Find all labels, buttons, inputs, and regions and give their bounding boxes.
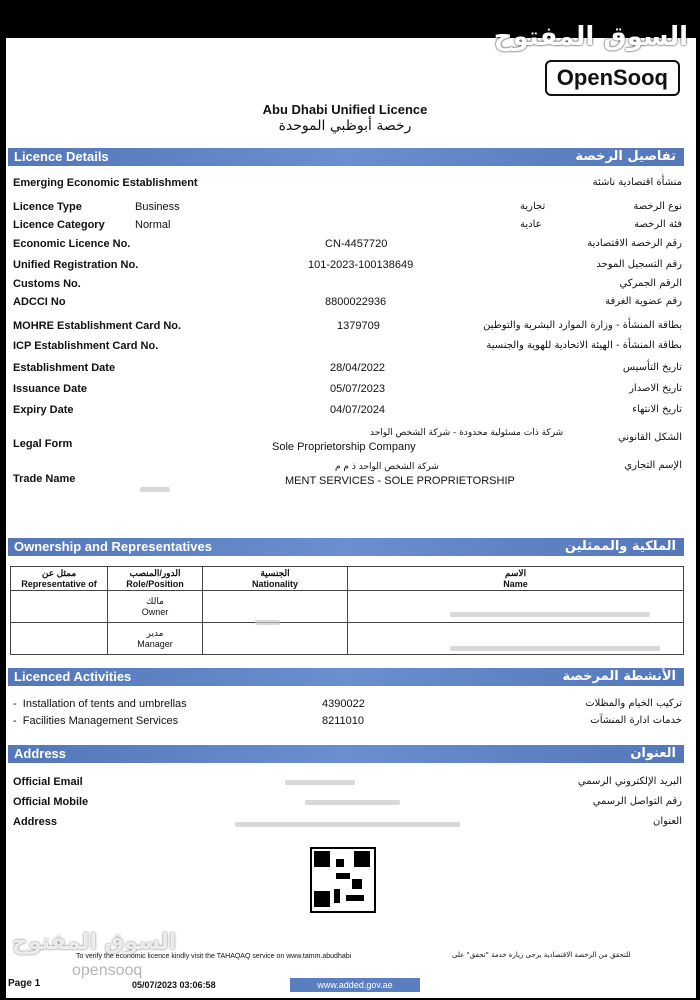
address-label: Address <box>13 816 58 828</box>
col-name: الاسم Name <box>348 567 684 591</box>
redaction <box>285 780 355 785</box>
licence-row-label: ICP Establishment Card No. <box>13 340 159 352</box>
licence-details-title-ar: تفاصيل الرخصة <box>575 149 676 164</box>
licence-row-label-ar: رقم الرخصة الاقتصادية <box>587 238 682 249</box>
print-timestamp: 05/07/2023 03:06:58 <box>132 980 216 990</box>
licence-row-label: Expiry Date <box>13 404 74 416</box>
licence-row-value: Business <box>135 201 180 213</box>
licence-row-label-ar: بطاقة المنشأة - الهيئة الاتحادية للهوية والجنسية <box>486 340 682 351</box>
activity-item: - Facilities Management Services <box>13 715 179 727</box>
licence-row-value-ar: تجارية <box>520 201 546 212</box>
legal-form-ar-label: الشكل القانوني <box>617 432 682 443</box>
ownership-bar <box>8 538 684 556</box>
licence-row-label: Unified Registration No. <box>13 259 139 271</box>
licence-row-label: Issuance Date <box>13 383 87 395</box>
licence-row-label-ar: تاريخ الاصدار <box>629 383 682 394</box>
licence-row-label: MOHRE Establishment Card No. <box>13 320 182 332</box>
activity-code: 4390022 <box>322 698 365 710</box>
activities-bar <box>8 668 684 686</box>
licence-row-value: 8800022936 <box>325 296 387 308</box>
licence-row-value: 28/04/2022 <box>330 362 386 374</box>
activities-title-ar: الأنشطة المرخصة <box>562 669 676 684</box>
website-link[interactable]: www.added.gov.ae <box>290 978 420 992</box>
col-representative: ممثل عن Representative of <box>11 567 108 591</box>
ownership-title: Ownership and Representatives <box>14 539 212 554</box>
ownership-table <box>10 566 684 655</box>
trade-name-en: MENT SERVICES - SOLE PROPRIETORSHIP <box>285 475 515 487</box>
watermark-arabic: السوق المفتوح <box>493 22 688 52</box>
address-bar <box>8 745 684 763</box>
redaction <box>140 487 170 492</box>
trade-name-ar-label: الإسم التجاري <box>624 460 682 471</box>
legal-form-en: Sole Proprietorship Company <box>272 441 416 453</box>
verify-text-en: To verify the economic licence kindly visit the TAHAQAQ service on www.tamm.abudhabi <box>76 953 352 960</box>
licence-row-value: 04/07/2024 <box>330 404 386 416</box>
table-row: مدير Manager <box>11 623 684 655</box>
licence-row-label-ar: نوع الرخصة <box>633 201 682 212</box>
trade-name-ar: شركة الشخص الواحد ذ م م <box>335 462 439 472</box>
licence-row-label: Establishment Date <box>13 362 116 374</box>
col-role: الدور/المنصب Role/Position <box>108 567 203 591</box>
col-nationality: الجنسية Nationality <box>203 567 348 591</box>
redaction <box>235 822 460 827</box>
official-email-label: Official Email <box>13 776 83 788</box>
address-title-ar: العنوان <box>630 746 676 761</box>
licence-row-label-ar: رقم التسجيل الموحد <box>596 259 682 270</box>
licence-row-label: ADCCI No <box>13 296 66 308</box>
watermark-bottom: السوق المفتوح <box>12 930 177 955</box>
opensooq-badge: OpenSooq <box>545 60 680 96</box>
activity-ar: خدمات ادارة المنشآت <box>590 715 682 726</box>
redaction <box>255 620 280 625</box>
redaction <box>305 800 400 805</box>
activities-title: Licenced Activities <box>14 669 132 684</box>
establishment-type-ar: منشأة اقتصادية ناشئة <box>592 177 682 188</box>
licence-row-label: Licence Category <box>13 219 105 231</box>
verify-text-ar: للتحقق من الرخصة الاقتصادية يرجى زيارة خدمة "تحقق" على <box>452 951 631 959</box>
licence-row-label-ar: تاريخ التأسيس <box>622 362 682 373</box>
activity-item: - Installation of tents and umbrellas <box>13 698 187 710</box>
licence-row-value: 1379709 <box>337 320 380 332</box>
licence-row-label-ar: بطاقة المنشأة - وزارة الموارد البشرية والتوطين <box>483 320 682 331</box>
redaction <box>450 646 660 651</box>
watermark-bottom-latin: opensooq <box>72 962 143 979</box>
licence-details-bar <box>8 148 684 166</box>
doc-title-ar: رخصة أبوظبي الموحدة <box>278 118 412 134</box>
licence-row-value: 05/07/2023 <box>330 383 386 395</box>
licence-row-label-ar: فئة الرخصة <box>634 219 682 230</box>
licence-row-label-ar: تاريخ الانتهاء <box>632 404 682 415</box>
address-ar: العنوان <box>653 816 682 827</box>
licence-details-title: Licence Details <box>14 149 109 164</box>
legal-form-ar: شركة ذات مسئولية محدودة - شركة الشخص الواحد <box>370 428 564 438</box>
trade-name-label: Trade Name <box>13 473 76 485</box>
activity-ar: تركيب الخيام والمظلات <box>585 698 682 709</box>
qr-code <box>310 847 376 913</box>
official-mobile-label: Official Mobile <box>13 796 89 808</box>
address-title: Address <box>14 746 67 761</box>
licence-row-label-ar: رقم عضوية الغرفة <box>605 296 682 307</box>
legal-form-label: Legal Form <box>13 438 73 450</box>
table-row: مالك Owner <box>11 591 684 623</box>
licence-row-label: Licence Type <box>13 201 82 213</box>
activity-code: 8211010 <box>322 715 365 727</box>
redaction <box>450 612 650 617</box>
official-email-ar: البريد الإلكتروني الرسمي <box>577 776 682 787</box>
licence-row-label-ar: الرقم الجمركي <box>619 278 682 289</box>
doc-title-en: Abu Dhabi Unified Licence <box>262 102 428 117</box>
licence-row-value: 101-2023-100138649 <box>308 259 414 271</box>
page-number: Page 1 <box>8 978 41 989</box>
licence-row-label: Economic Licence No. <box>13 238 131 250</box>
licence-row-value-ar: عادية <box>520 219 542 230</box>
licence-row-value: Normal <box>135 219 171 231</box>
official-mobile-ar: رقم التواصل الرسمي <box>592 796 682 807</box>
licence-row-value: CN-4457720 <box>325 238 388 250</box>
licence-row-label: Customs No. <box>13 278 81 290</box>
establishment-type: Emerging Economic Establishment <box>13 177 198 189</box>
ownership-title-ar: الملكية والممثلين <box>564 539 676 554</box>
